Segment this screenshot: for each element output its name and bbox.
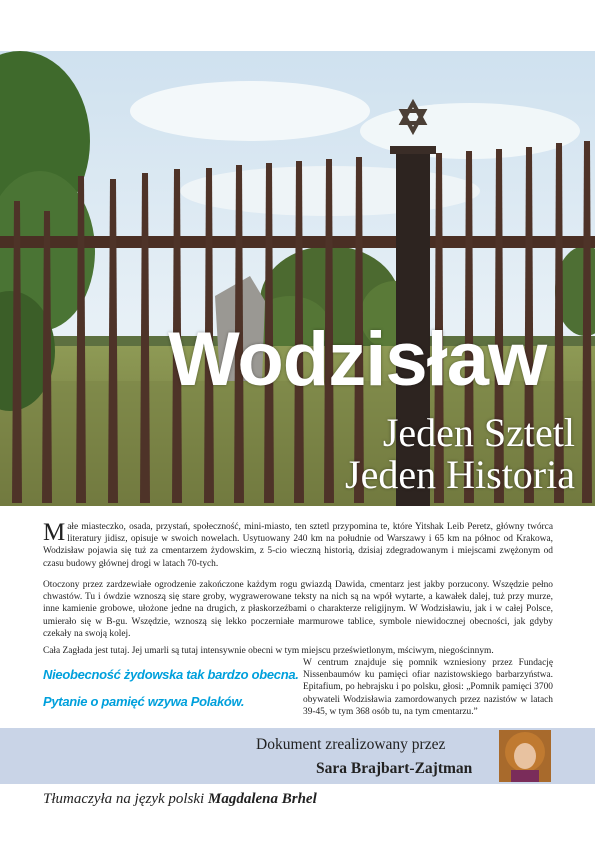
pull-quote-line-1: Nieobecność żydowska tak bardzo obecna. — [43, 667, 299, 682]
pull-quote-line-2: Pytanie o pamięć wzywa Polaków. — [43, 694, 245, 709]
translator-credit — [43, 791, 317, 808]
cemetery-paragraph: Otoczony przez zardzewiałe ogrodzenie zakończone każdym rogu gwiazdą Dawida, cmentarz jest jakby porzucony. Wszędzie pełno chwastów. Tu i ówdzie wznoszą się stare groby, wygrawerowane teksty na nich są na wpół wytarte, a kawałek dalej, tuż przy murze, inne kamienie grobowe, ułożone jedne na drugich, z płaskorzeźbami o charakterze religijnym. W Wodzisławiu, jak i w całej Polsce, umierało się w B-gu. Wszędzie, wznoszą się lekko poczerniałe marmurowe tablice, symbole niewidocznej obecności, jak gdyby czekały na swoją kolej. — [43, 580, 553, 639]
documentary-credit: Dokument zrealizowany przez — [256, 736, 446, 753]
credits-band — [0, 728, 595, 784]
subtitle-line-2: Jeden Historia — [345, 452, 575, 497]
drop-cap: M — [43, 519, 66, 546]
monument-paragraph: W centrum znajduje się pomnik wzniesiony przez Fundację Nissenbaumów ku pamięci ofiar nazistowskiego barbarzyństwa. Epitafium, po hebrajsku i po polsku, głosi: „Pomnik pamięci 3700 obywateli Wodzisławia zamordowanych przez nazistów w latach 39-45, w tym 368 osób tu, na tym cmentarzu.” — [303, 658, 553, 717]
author-name: Sara Brajbart-Zajtman — [316, 760, 473, 777]
subtitle-line-1: Jeden Sztetl — [382, 410, 575, 455]
intro-paragraph — [43, 521, 553, 570]
translator-name: Magdalena Brhel — [207, 791, 317, 807]
page-title: Wodzisław — [168, 317, 547, 402]
translator-prefix: Tłumaczyła na język polski — [43, 791, 205, 807]
holocaust-paragraph: Cała Zagłada jest tutaj. Jej umarli są tutaj intensywnie obecni w tym miejscu prześwietlonym, mściwym, niegościnnym. — [43, 646, 494, 656]
intro-paragraph-text: ałe miasteczko, osada, przystań, społeczność, mini-miasto, ten sztetl przypomina te, które Yitshak Leib Peretz, główny twórca literatury jidisz, opisuje w swoich nowelach. Usytuowany 240 km na południe od Warszawy i 65 km na północ od Krakowa, Wodzisław pojawia się tuż za cmentarzem żydowskim, z 5-cio wieczną historią, dzisiaj zdegradowanym i miejscami zwężonym od czasu budowy głównej drogi w latach 70-tych. — [43, 522, 553, 569]
author-portrait — [499, 730, 551, 782]
